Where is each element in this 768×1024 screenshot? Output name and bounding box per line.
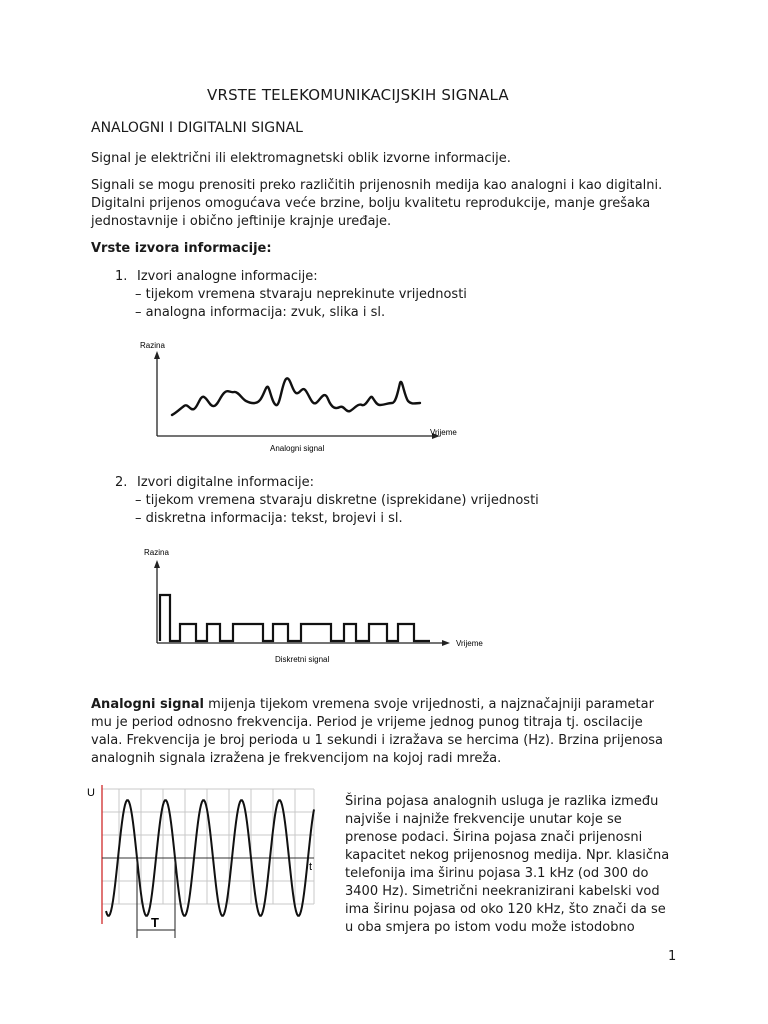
period-label: T [151,915,159,930]
page-number: 1 [668,949,677,964]
paragraph-line: ima širinu pojasa od oko 120 kHz, što znači da se [345,902,666,917]
section-heading: ANALOGNI I DIGITALNI SIGNAL [91,120,303,136]
y-axis-label: Razina [140,341,165,350]
paragraph-line: u oba smjera po istom vodu može istodobno [345,920,635,935]
paragraph-line: vala. Frekvencija je broj perioda u 1 sekundi i izražava se hercima (Hz). Brzina prijenosa [91,733,664,748]
paragraph-line: telefonija ima širinu pojasa 3.1 kHz (od 300 do [345,866,649,881]
digital-waveform [160,595,430,641]
paragraph-line: 3400 Hz). Simetrični neekranizirani kabelski vod [345,884,660,899]
figure-caption: Diskretni signal [275,655,330,664]
paragraph-line: Širina pojasa analognih usluga je razlika između [345,794,659,809]
x-axis-label: t [309,861,313,873]
bold-term: Analogni signal [91,697,205,712]
list-subitem: – analogna informacija: zvuk, slika i sl. [135,305,386,320]
analog-waveform [172,378,420,415]
list-title: Izvori digitalne informacije: [137,475,315,490]
page-title: VRSTE TELEKOMUNIKACIJSKIH SIGNALA [207,86,509,104]
paragraph-line: mu je period odnosno frekvencija. Period je vrijeme jednog punog titraja tj. oscilacije [91,715,643,730]
paragraph-line: Digitalni prijenos omogućava veće brzine, bolju kvalitetu reprodukcije, manje grešaka [91,196,651,211]
x-axis-arrow [442,640,450,646]
sources-heading: Vrste izvora informacije: [91,241,272,256]
y-axis-arrow [154,560,160,568]
list-title: Izvori analogne informacije: [137,269,318,284]
digital-signal-figure [140,540,500,668]
figure-caption: Analogni signal [270,444,325,453]
sine-wave-figure [84,782,330,942]
y-axis-label: U [87,787,95,799]
paragraph-line [91,696,654,714]
list-number: 1. [115,269,128,284]
paragraph-text: mijenja tijekom vremena svoje vrijednosti, a najznačajniji parametar [204,697,654,712]
analog-signal-figure [140,335,490,460]
paragraph-line: prenose podaci. Širina pojasa znači prijenosni [345,830,643,845]
list-subitem: – tijekom vremena stvaraju diskretne (isprekidane) vrijednosti [135,493,539,508]
paragraph-line: kapacitet nekog prijenosnog medija. Npr. klasična [345,848,670,863]
y-axis-arrow [154,351,160,359]
list-subitem: – tijekom vremena stvaraju neprekinute vrijednosti [135,287,467,302]
paragraph-line: najviše i najniže frekvencije unutar koje se [345,812,622,827]
list-number: 2. [115,475,128,490]
x-axis-label: Vrijeme [430,428,457,437]
paragraph-signal-definition: Signal je električni ili elektromagnetski oblik izvorne informacije. [91,151,511,166]
paragraph-line: jednostavnije i obično jeftinije krajnje uređaje. [91,214,392,229]
x-axis-label: Vrijeme [456,639,483,648]
paragraph-line: analognih signala izražena je frekvencijom na kojoj radi mreža. [91,751,502,766]
paragraph-line: Signali se mogu prenositi preko različitih prijenosnih medija kao analogni i kao digitalni. [91,178,663,193]
list-subitem: – diskretna informacija: tekst, brojevi i sl. [135,511,403,526]
y-axis-label: Razina [144,548,169,557]
